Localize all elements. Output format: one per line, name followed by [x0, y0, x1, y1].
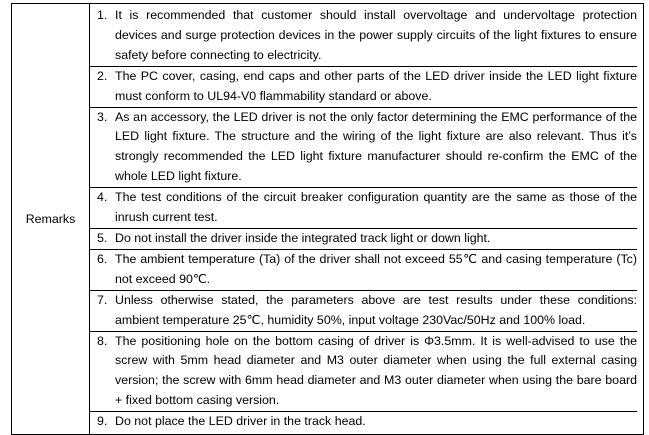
note-number: 8. — [97, 333, 108, 348]
note-number: 4. — [97, 190, 108, 205]
note-text: Unless otherwise stated, the parameters above are test results under these conditions: ambient temperature 25℃, humidity 50%, input voltage 230Vac/50Hz and 100% load. — [115, 292, 637, 327]
note-number: 3. — [97, 109, 108, 124]
note-item-4 — [90, 187, 637, 228]
remarks-row — [12, 4, 644, 435]
note-item-9 — [90, 411, 637, 432]
note-text: Do not place the LED driver in the track head. — [115, 414, 366, 429]
note-text: The test conditions of the circuit breaker configuration quantity are the same as those of the inrush current test. — [115, 190, 637, 225]
note-item-3 — [90, 107, 637, 188]
note-number: 1. — [97, 8, 108, 22]
note-number: 5. — [97, 230, 108, 245]
note-text: Do not install the driver inside the integrated track light or down light. — [115, 230, 491, 245]
note-number: 9. — [97, 414, 108, 429]
remarks-table — [11, 3, 644, 435]
notes-list — [90, 6, 637, 432]
remarks-label: Remarks — [12, 4, 90, 435]
note-item-1 — [90, 6, 637, 66]
note-text: It is recommended that customer should install overvoltage and undervoltage protection devices and surge protection devices in the power supply circuits of the light fixtures to ensure safety before connecting to electricity. — [115, 8, 637, 62]
remarks-content — [90, 4, 644, 435]
note-item-2 — [90, 66, 637, 107]
note-number: 7. — [97, 292, 108, 307]
note-item-6 — [90, 249, 637, 290]
note-number: 2. — [97, 68, 108, 83]
note-text: As an accessory, the LED driver is not the only factor determining the EMC performance of the LED light fixture. The structure and the wiring of the light fixture are also relevant. Thus it’s strongly recommended the LED light fixture manufacturer should re-confirm the EMC of the whole LED light fixture. — [115, 109, 637, 184]
note-text: The ambient temperature (Ta) of the driver shall not exceed 55℃ and casing temperature (Tc) not exceed 90℃. — [115, 251, 637, 286]
note-text: The PC cover, casing, end caps and other parts of the LED driver inside the LED light fixture must conform to UL94-V0 flammability standard or above. — [115, 68, 637, 103]
note-number: 6. — [97, 251, 108, 266]
note-item-5 — [90, 228, 637, 249]
note-item-8 — [90, 331, 637, 412]
note-text: The positioning hole on the bottom casing of driver is Φ3.5mm. It is well-advised to use the screw with 5mm head diameter and M3 outer diameter when using the full external casing version; the screw with 6mm head diameter and M3 outer diameter when using the bare board + fixed bottom casing version. — [115, 333, 637, 408]
note-item-7 — [90, 290, 637, 331]
